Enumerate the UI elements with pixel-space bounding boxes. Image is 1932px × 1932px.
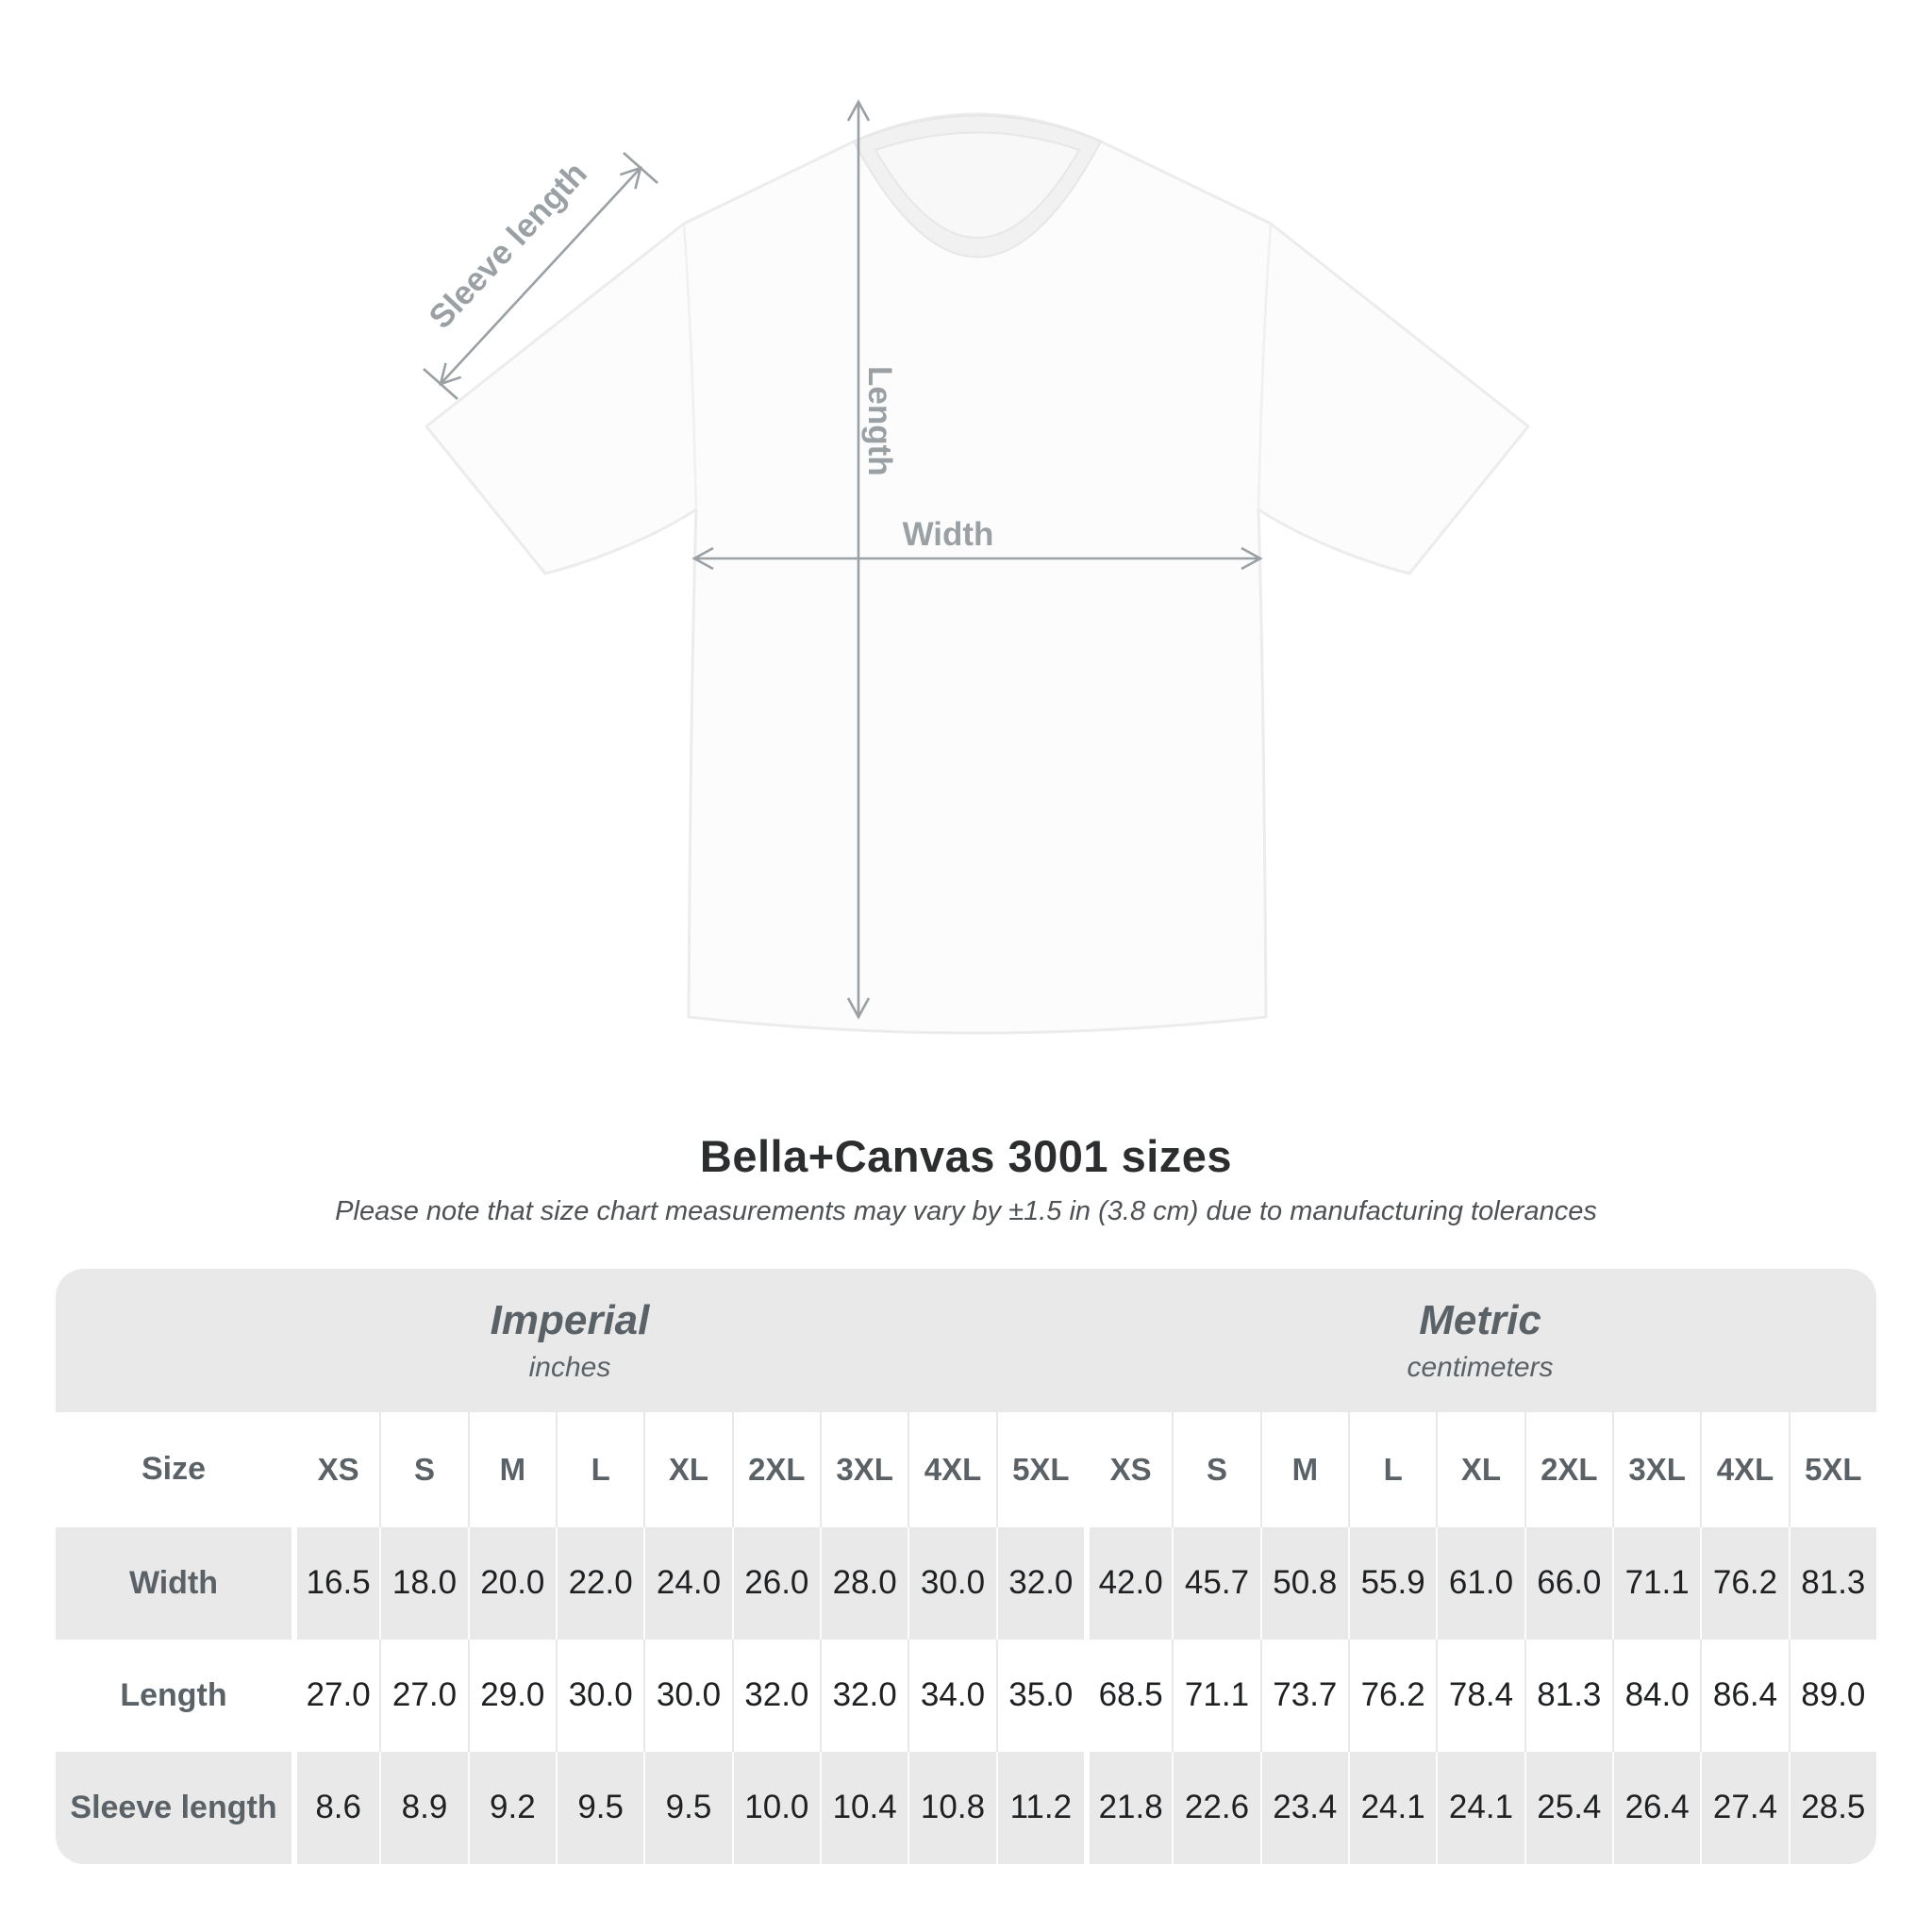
data-row-0 [56,1527,1876,1640]
value-cell: 71.1 [1612,1527,1700,1640]
value-cell: 9.5 [643,1752,731,1864]
size-header-metric-5xl: 5XL [1789,1412,1876,1527]
imperial-unit-label: inches [528,1352,611,1383]
size-header-imperial-xl: XL [643,1412,731,1527]
size-header-metric-m: M [1260,1412,1348,1527]
imperial-unit-group [56,1269,1084,1412]
value-cell: 28.0 [820,1527,908,1640]
value-cell: 30.0 [643,1640,731,1752]
size-header-imperial-5xl: 5XL [996,1412,1084,1527]
size-header-imperial-3xl: 3XL [820,1412,908,1527]
value-cell: 16.5 [291,1527,379,1640]
metric-unit-label: centimeters [1407,1352,1554,1383]
size-header-imperial-4xl: 4XL [908,1412,995,1527]
value-cell: 35.0 [996,1640,1084,1752]
value-cell: 9.2 [468,1752,556,1864]
size-header-metric-xs: XS [1084,1412,1172,1527]
value-cell: 25.4 [1524,1752,1612,1864]
value-cell: 78.4 [1436,1640,1524,1752]
sleeve-length-label: Sleeve length [422,155,594,336]
size-header-metric-xl: XL [1436,1412,1524,1527]
value-cell: 10.0 [732,1752,820,1864]
value-cell: 66.0 [1524,1527,1612,1640]
value-cell: 76.2 [1700,1527,1788,1640]
value-cell: 22.6 [1172,1752,1259,1864]
sleeve-arrow-cap-top [624,153,658,183]
size-header-metric-3xl: 3XL [1612,1412,1700,1527]
value-cell: 73.7 [1260,1640,1348,1752]
value-cell: 86.4 [1700,1640,1788,1752]
size-column-header: Size [141,1451,207,1488]
value-cell: 32.0 [996,1527,1084,1640]
value-cell: 29.0 [468,1640,556,1752]
value-cell: 34.0 [908,1640,995,1752]
row-label: Sleeve length [70,1789,277,1825]
value-cell: 71.1 [1172,1640,1259,1752]
value-cell: 30.0 [908,1527,995,1640]
value-cell: 26.4 [1612,1752,1700,1864]
size-header-metric-4xl: 4XL [1700,1412,1788,1527]
size-header-metric-l: L [1348,1412,1436,1527]
size-header-imperial-s: S [379,1412,467,1527]
page-title: Bella+Canvas 3001 sizes [699,1131,1233,1181]
value-cell: 61.0 [1436,1527,1524,1640]
value-cell: 22.0 [556,1527,643,1640]
value-cell: 30.0 [556,1640,643,1752]
value-cell: 68.5 [1084,1640,1172,1752]
size-header-imperial-l: L [556,1412,643,1527]
size-header-metric-2xl: 2XL [1524,1412,1612,1527]
value-cell: 23.4 [1260,1752,1348,1864]
value-cell: 24.1 [1348,1752,1436,1864]
width-label: Width [902,516,994,553]
metric-unit-group [1084,1269,1876,1412]
value-cell: 21.8 [1084,1752,1172,1864]
row-label: Width [128,1564,219,1601]
tolerance-note: Please note that size chart measurements may vary by ±1.5 in (3.8 cm) due to manufacturing tolerances [335,1196,1597,1226]
value-cell: 8.6 [291,1752,379,1864]
imperial-header: Imperial [490,1297,650,1343]
row-label: Length [120,1676,227,1713]
value-cell: 27.0 [379,1640,467,1752]
value-cell: 28.5 [1789,1752,1876,1864]
value-cell: 76.2 [1348,1640,1436,1752]
unit-header-band [56,1269,1876,1412]
value-cell: 9.5 [556,1752,643,1864]
value-cell: 27.0 [291,1640,379,1752]
value-cell: 8.9 [379,1752,467,1864]
value-cell: 24.0 [643,1527,731,1640]
value-cell: 32.0 [732,1640,820,1752]
value-cell: 27.4 [1700,1752,1788,1864]
value-cell: 50.8 [1260,1527,1348,1640]
size-table [56,1269,1876,1864]
value-cell: 55.9 [1348,1527,1436,1640]
value-cell: 89.0 [1789,1640,1876,1752]
value-cell: 26.0 [732,1527,820,1640]
value-cell: 24.1 [1436,1752,1524,1864]
value-cell: 10.4 [820,1752,908,1864]
value-cell: 10.8 [908,1752,995,1864]
value-cell: 42.0 [1084,1527,1172,1640]
size-header-metric-s: S [1172,1412,1259,1527]
value-cell: 81.3 [1789,1527,1876,1640]
value-cell: 18.0 [379,1527,467,1640]
value-cell: 20.0 [468,1527,556,1640]
length-label: Length [861,366,898,476]
size-header-imperial-2xl: 2XL [732,1412,820,1527]
data-row-1 [56,1640,1876,1752]
size-header-imperial-xs: XS [291,1412,379,1527]
data-row-2 [56,1752,1876,1864]
value-cell: 32.0 [820,1640,908,1752]
sleeve-arrow-cap-bottom [424,369,458,399]
value-cell: 11.2 [996,1752,1084,1864]
size-header-row [56,1412,1876,1527]
value-cell: 45.7 [1172,1527,1259,1640]
value-cell: 84.0 [1612,1640,1700,1752]
value-cell: 81.3 [1524,1640,1612,1752]
size-header-imperial-m: M [468,1412,556,1527]
metric-header: Metric [1419,1297,1541,1343]
